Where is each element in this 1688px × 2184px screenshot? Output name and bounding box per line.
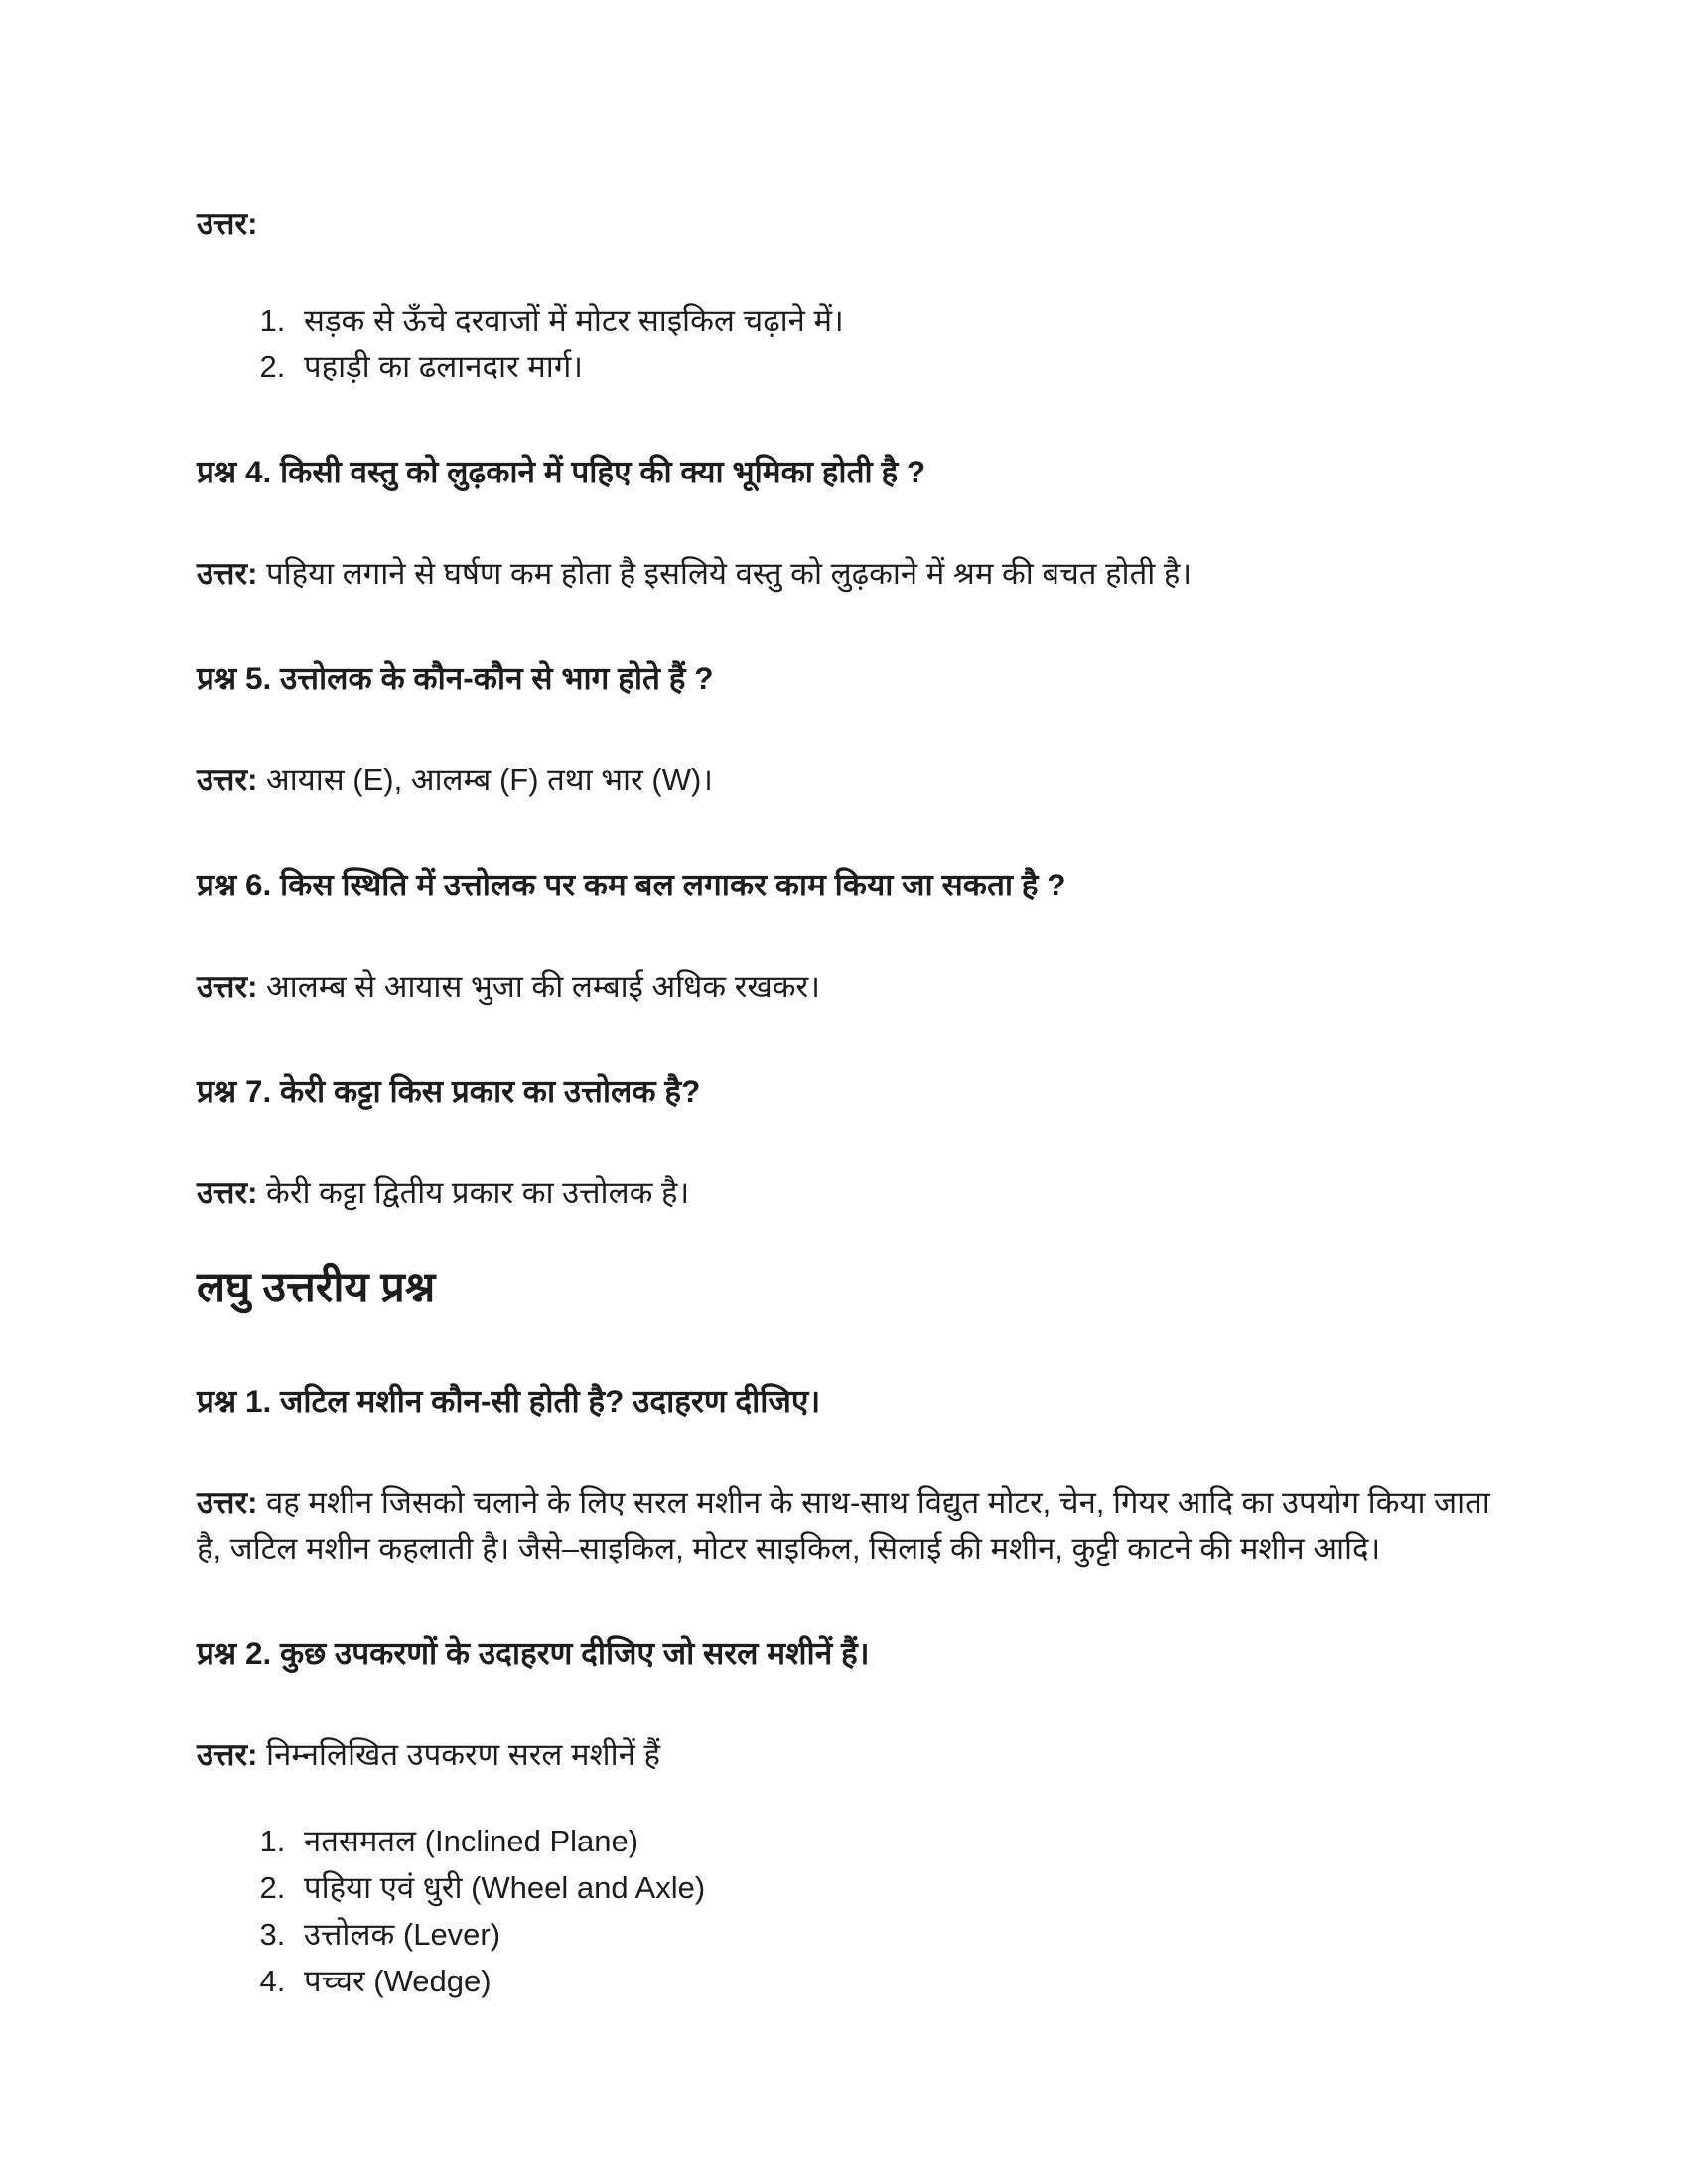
answer-text: आयास (E), आलम्ब (F) तथा भार (W)।: [266, 762, 714, 798]
question-heading-short-1: प्रश्न 1. जटिल मशीन कौन-सी होती है? उदाहरण दीजिए।: [197, 1382, 821, 1419]
question-heading-4: प्रश्न 4. किसी वस्तु को लुढ़काने में पहिए की क्या भूमिका होती है ?: [197, 454, 926, 490]
answer-text: केरी कट्टा द्वितीय प्रकार का उत्तोलक है।: [266, 1175, 690, 1211]
answer-paragraph-short-2: [197, 1732, 1519, 1778]
answer-label: उत्तर:: [197, 1484, 258, 1520]
answer-text: निम्नलिखित उपकरण सरल मशीनें हैं: [266, 1736, 660, 1772]
list-item: 2. पहाड़ी का ढलानदार मार्ग।: [294, 343, 1519, 390]
intro-answer-list: [197, 297, 1519, 390]
answer-label: उत्तर:: [197, 556, 258, 592]
answer-text: आलम्ब से आयास भुजा की लम्बाई अधिक रखकर।: [266, 969, 820, 1005]
list-item: 1. नतसमतल (Inclined Plane): [294, 1818, 1519, 1864]
section-heading: लघु उत्तरीय प्रश्न: [197, 1263, 436, 1311]
question-heading-5: प्रश्न 5. उत्तोलक के कौन-कौन से भाग होते हैं ?: [197, 660, 714, 697]
answer-label: उत्तर:: [197, 762, 258, 798]
answer-paragraph-5: [197, 757, 1519, 803]
answer-text: पहिया लगाने से घर्षण कम होता है इसलिये वस्तु को लुढ़काने में श्रम की बचत होती है।: [266, 556, 1193, 592]
simple-machines-list: [197, 1818, 1519, 2004]
answer-label: उत्तर:: [197, 1736, 258, 1772]
question-heading-6: प्रश्न 6. किस स्थिति में उत्तोलक पर कम बल लगाकर काम किया जा सकता है ?: [197, 867, 1066, 903]
answer-paragraph-7: [197, 1170, 1519, 1216]
list-item: 3. उत्तोलक (Lever): [294, 1911, 1519, 1958]
list-item: 1. सड़क से ऊँचे दरवाजों में मोटर साइकिल चढ़ाने में।: [294, 297, 1519, 343]
question-heading-7: प्रश्न 7. केरी कट्टा किस प्रकार का उत्तोलक है?: [197, 1073, 701, 1109]
list-item: 4. पच्चर (Wedge): [294, 1958, 1519, 2004]
answer-text: वह मशीन जिसको चलाने के लिए सरल मशीन के साथ-साथ विद्युत मोटर, चेन, गियर आदि का उपयोग किया जाता है, जटिल मशीन कहलाती है। जैसे–साइकिल, मोटर साइकिल, सिलाई की मशीन, कुट्टी काटने की मशीन आदि।: [197, 1484, 1490, 1566]
answer-label: उत्तर:: [197, 1175, 258, 1211]
list-item: 2. पहिया एवं धुरी (Wheel and Axle): [294, 1864, 1519, 1911]
answer-label: उत्तर:: [197, 969, 258, 1005]
answer-paragraph-6: [197, 964, 1519, 1010]
answer-paragraph-short-1: [197, 1480, 1519, 1571]
answer-paragraph-4: [197, 551, 1519, 597]
question-heading-short-2: प्रश्न 2. कुछ उपकरणों के उदाहरण दीजिए जो सरल मशीनें हैं।: [197, 1634, 870, 1671]
answer-label: उत्तर:: [197, 206, 258, 241]
intro-answer-label-paragraph: [197, 202, 1519, 247]
